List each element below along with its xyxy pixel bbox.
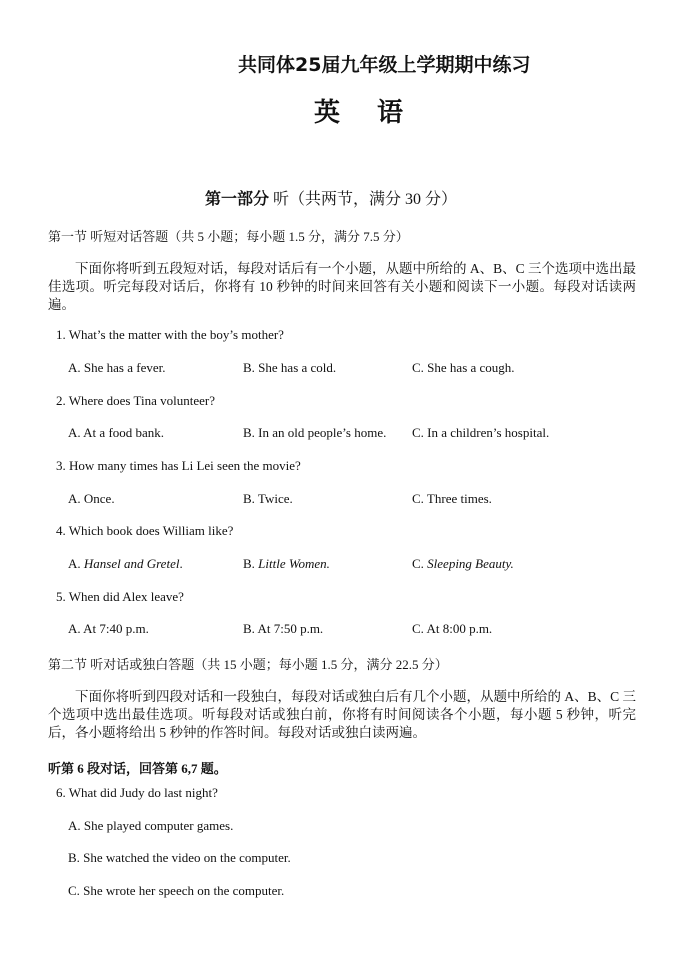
question-5-option-c: C. At 8:00 p.m. — [412, 621, 493, 636]
question-2-stem: 2. Where does Tina volunteer? — [56, 393, 215, 408]
option-a-book-title: Hansel and Gretel — [83, 556, 180, 571]
section1-instructions: 下面你将听到五段短对话，每段对话后有一个小题，从题中所给的 A、B、C 三个选项中选出最佳选项。听完每段对话后，你将有 10 秒钟的时间来回答有关小题和阅读下一小题。每段对话读两遍。 — [48, 261, 637, 312]
question-4-option-c — [412, 556, 514, 572]
question-2-option-c: C. In a children’s hospital. — [412, 425, 550, 440]
section2-instructions: 下面你将听到四段对话和一段独白，每段对话或独白后有几个小题，从题中所给的 A、B、C 三个选项中选出最佳选项。听每段对话或独白前，你将有时间阅读各个小题，每小题 5 秒钟，听完后，各小题将给出 5 秒钟的作答时间。每段对话或独白读两遍。 — [48, 689, 637, 740]
part-heading-label: 第一部分 — [205, 189, 270, 208]
part-heading-detail: 听（共两节，满分 30 分） — [269, 191, 458, 208]
option-c-prefix: C. — [412, 556, 428, 571]
question-1-option-c: C. She has a cough. — [412, 360, 515, 375]
question-1-stem: 1. What’s the matter with the boy’s mother? — [56, 327, 284, 342]
question-4-option-a — [68, 556, 183, 572]
section1-heading: 第一节 听短对话答题（共 5 小题；每小题 1.5 分，满分 7.5 分） — [48, 229, 409, 244]
question-5-option-a: A. At 7:40 p.m. — [68, 621, 149, 636]
question-1-option-a: A. She has a fever. — [68, 360, 166, 375]
section2-note: 听第 6 段对话，回答第 6,7 题。 — [48, 761, 227, 776]
section2-heading: 第二节 听对话或独白答题（共 15 小题；每小题 1.5 分，满分 22.5 分） — [48, 657, 448, 672]
question-3-option-a: A. Once. — [68, 491, 115, 506]
question-3-stem: 3. How many times has Li Lei seen the movie? — [56, 458, 301, 473]
option-b-prefix: B. — [243, 556, 259, 571]
question-6-stem: 6. What did Judy do last night? — [56, 785, 218, 800]
question-6-option-a: A. She played computer games. — [68, 818, 234, 833]
option-a-prefix: A. — [68, 556, 84, 571]
question-5-stem: 5. When did Alex leave? — [56, 589, 184, 604]
option-a-suffix: . — [179, 556, 183, 571]
option-c-book-title: Sleeping Beauty. — [427, 556, 514, 571]
question-6-option-c: C. She wrote her speech on the computer. — [68, 883, 285, 898]
subject-title: 英 语 — [314, 98, 418, 128]
exam-title: 共同体25届九年级上学期期中练习 — [238, 54, 531, 76]
question-4-option-b — [243, 556, 330, 572]
option-b-book-title: Little Women. — [258, 556, 330, 571]
question-5-option-b: B. At 7:50 p.m. — [243, 621, 324, 636]
question-3-option-b: B. Twice. — [243, 491, 293, 506]
question-2-option-a: A. At a food bank. — [68, 425, 165, 440]
question-6-option-b: B. She watched the video on the computer. — [68, 850, 291, 865]
question-3-option-c: C. Three times. — [412, 491, 492, 506]
question-4-stem: 4. Which book does William like? — [56, 523, 234, 538]
question-1-option-b: B. She has a cold. — [243, 360, 337, 375]
part-heading — [205, 186, 457, 209]
question-2-option-b: B. In an old people’s home. — [243, 425, 387, 440]
